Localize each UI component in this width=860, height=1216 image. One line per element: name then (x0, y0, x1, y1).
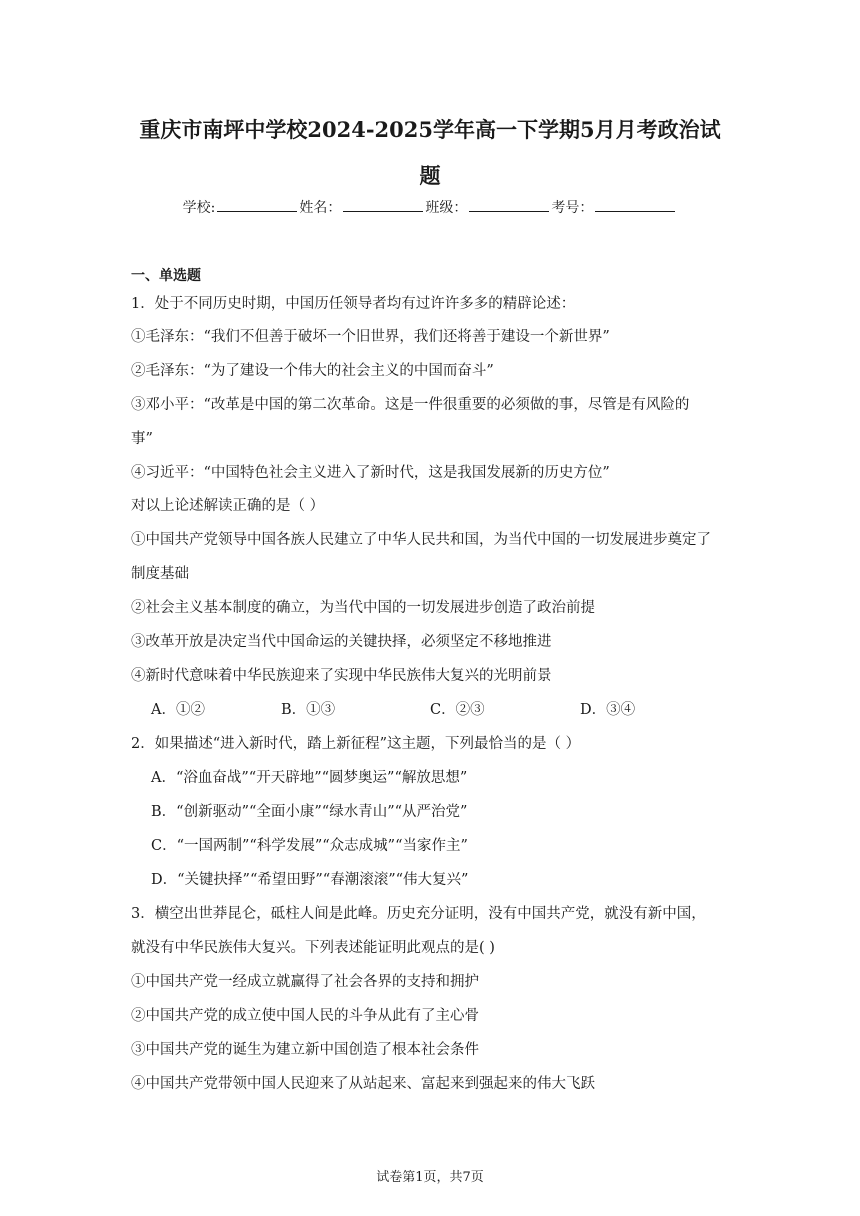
school-label: 学校: (182, 200, 216, 216)
q1-item-3: ③改革开放是决定当代中国命运的关键抉择，必须坚定不移地推进 (131, 634, 552, 650)
q1-option-d[interactable]: D．③④ (580, 702, 636, 718)
q1-quote-3: ③邓小平：“改革是中国的第二次革命。这是一件很重要的必须做的事，尽管是有风险的 (131, 397, 690, 413)
q2-stem: 2．如果描述“进入新时代，踏上新征程”这主题，下列最恰当的是（ ） (131, 736, 581, 752)
section-title: 一、单选题 (131, 268, 201, 284)
class-blank (469, 199, 549, 212)
q3-item-1: ①中国共产党一经成立就赢得了社会各界的支持和拥护 (131, 974, 479, 990)
q2-option-d[interactable]: D．“关键抉择”“希望田野”“春潮滚滚”“伟大复兴” (151, 872, 469, 888)
name-blank (343, 199, 423, 212)
student-info-row (0, 197, 860, 217)
q2-option-b[interactable]: B．“创新驱动”“全面小康”“绿水青山”“从严治党” (151, 804, 468, 820)
q1-item-1: ①中国共产党领导中国各族人民建立了中华人民共和国，为当代中国的一切发展进步奠定了 (131, 532, 711, 548)
q1-item-2: ②社会主义基本制度的确立，为当代中国的一切发展进步创造了政治前提 (131, 600, 595, 616)
page-footer: 试卷第1页，共7页 (376, 1170, 484, 1185)
q3-item-3: ③中国共产党的诞生为建立新中国创造了根本社会条件 (131, 1042, 479, 1058)
q2-option-c[interactable]: C．“一国两制”“科学发展”“众志成城”“当家作主” (151, 838, 468, 854)
q1-stem: 1．处于不同历史时期，中国历任领导者均有过许许多多的精辟论述： (131, 296, 576, 312)
exam-no-blank (595, 199, 675, 212)
name-label: 姓名： (299, 200, 342, 216)
exam-no-label: 考号： (551, 200, 594, 216)
q1-quote-1: ①毛泽东：“我们不但善于破坏一个旧世界，我们还将善于建设一个新世界” (131, 329, 610, 345)
q1-option-c[interactable]: C．②③ (430, 702, 485, 718)
q3-item-2: ②中国共产党的成立使中国人民的斗争从此有了主心骨 (131, 1008, 479, 1024)
q3-stem-cont: 就没有中华民族伟大复兴。下列表述能证明此观点的是( ) (131, 940, 495, 956)
q1-option-b[interactable]: B．①③ (281, 702, 336, 718)
q2-option-a[interactable]: A．“浴血奋战”“开天辟地”“圆梦奥运”“解放思想” (151, 770, 468, 786)
q3-item-4: ④中国共产党带领中国人民迎来了从站起来、富起来到强起来的伟大飞跃 (131, 1076, 595, 1092)
q1-quote-2: ②毛泽东：“为了建设一个伟大的社会主义的中国而奋斗” (131, 363, 494, 379)
q1-item-1-cont: 制度基础 (131, 566, 189, 582)
q3-stem: 3．横空出世莽昆仑，砥柱人间是此峰。历史充分证明，没有中国共产党，就没有新中国， (131, 906, 706, 922)
q1-quote-3-cont: 事” (131, 431, 153, 447)
q1-option-a[interactable]: A．①② (151, 702, 205, 718)
school-blank (217, 199, 297, 212)
class-label: 班级： (425, 200, 468, 216)
exam-title-line2: 题 (419, 163, 441, 188)
exam-title-line1: 重庆市南坪中学校2024-2025学年高一下学期5月月考政治试 (139, 117, 721, 142)
q1-question: 对以上论述解读正确的是（ ） (131, 498, 325, 514)
q1-item-4: ④新时代意味着中华民族迎来了实现中华民族伟大复兴的光明前景 (131, 668, 552, 684)
q1-quote-4: ④习近平：“中国特色社会主义进入了新时代，这是我国发展新的历史方位” (131, 465, 610, 481)
